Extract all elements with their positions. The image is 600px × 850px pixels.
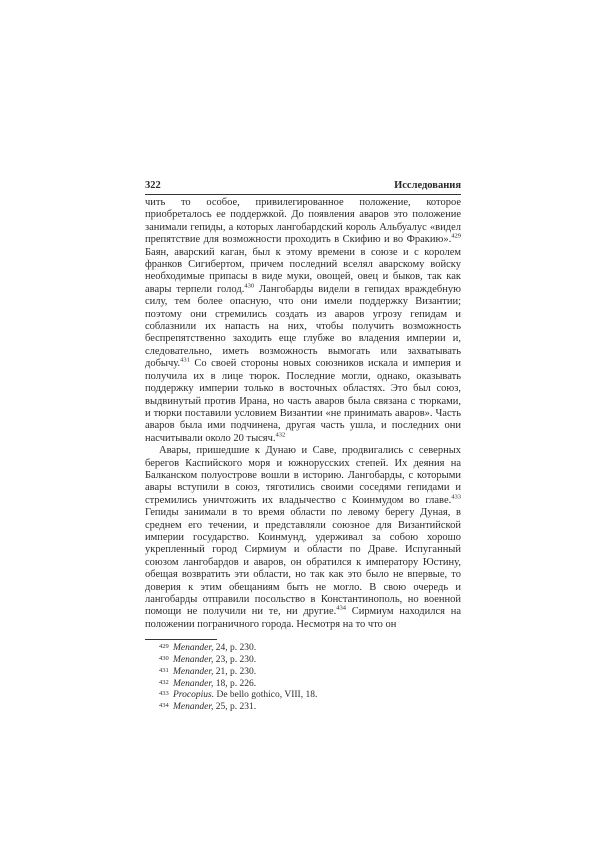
book-page [145,180,461,714]
footnote-number: 429 [159,643,169,651]
footnote [145,643,461,655]
footnote-reference: De bello gothico, VIII, 18. [214,690,318,701]
page-header [145,180,461,195]
footnote-number: 432 [159,678,169,686]
footnote-reference: 24, p. 230. [213,643,257,654]
footnote-number: 433 [159,690,169,698]
footnote [145,690,461,702]
paragraph-2-text-a: Авары, пришедшие к Дунаю и Саве, продвигались с северных берегов Каспийского моря и южнорусских степей. Их деяния на Балканском полуострове вошли в историю. Лангобарды, с которыми авары вступили в союз, тяготились своими соседями гепидами и стремились уничтожить их владычество с Коинмудом во главе. [145,445,461,506]
footnote [145,679,461,691]
footnote [145,702,461,714]
footnote-reference: 25, p. 231. [213,702,257,713]
paragraph-1 [145,197,461,445]
footnote-author: Procopius. [173,690,215,701]
footnote-ref: 432 [275,431,286,439]
footnote-ref: 434 [336,604,346,612]
footnote-ref: 431 [180,356,190,364]
paragraph-2-text-c: Сирмиум находился на положении пограничного города. Несмотря на то что он [145,606,462,630]
paragraph-2 [145,445,461,631]
footnote [145,655,461,667]
footnote-ref: 430 [244,282,255,290]
footnote-ref: 429 [451,232,461,240]
footnote-reference: 23, p. 230. [213,655,257,666]
footnote-author: Menander, [173,666,214,677]
page-number: 322 [145,180,161,191]
footnote-author: Menander, [173,643,214,654]
paragraph-1-text-a: чить то особое, привилегированное положение, которое приобреталось ее поддержкой. До появления аваров это положение занимали гепиды, а которых лангобардский король Альбуалус «видел препятствие для возможности проходить в Скифию и во Фракию». [145,197,461,246]
paragraph-2-text-b: Гепиды занимали в то время области по левому берегу Дуная, в среднем его течении, и представляли союзное для Византийской империи государство. Коинмунд, удерживал за собою хорошо укрепленный город Сирмиум и области по Драве. Испуганный союзом лангобардов и аваров, он обратился к императору Юстину, обещая возвратить эти области, но так как это было не впервые, то доверия к этим обещаниям быть не могло. В свою очередь и лангобарды отправили посольство в Константинополь, но военной помощи не получили ни те, ни другие. [145,507,461,618]
footnote-author: Menander, [173,655,214,666]
paragraph-1-text-c: Лангобарды видели в гепидах враждебную силу, тем более опасную, что они имели поддержку Византии; поэтому они стремились создать из аваров угрозу гепидам и соблазнили их напасть на них, чтобы получить возможность беспрепятственно заходить еще глубже во владения империи и, следовательно, иметь возможность вымогать или захватывать добычу. [145,283,461,370]
body-text [145,197,461,631]
footnote-reference: 21, p. 230. [213,666,257,677]
running-title: Исследования [394,180,461,191]
footnote-author: Menander, [173,702,214,713]
footnote-number: 434 [159,702,169,710]
paragraph-1-text-d: Со своей стороны новых союзников искала и империя и получила их в лице тюрок. Последние могли, однако, оказывать поддержку империи только в восточных областях. Это был союз, выдвинутый против Ирана, но часть аваров была связана с тюрками, и тюрки поставили условием Византии «не принимать аваров». Часть аваров была ими подчинена, другая часть ушла, и последних они насчитывали около 20 тысяч. [145,358,461,444]
footnote-ref: 433 [451,493,461,501]
footnotes [145,643,461,714]
footnote-author: Menander, [173,678,214,689]
footnote [145,667,461,679]
footnote-reference: 18, p. 226. [213,678,257,689]
footnote-divider [145,639,217,640]
footnote-number: 431 [159,666,169,674]
paragraph-1-text-b: Баян, аварский каган, был к этому времени в союзе и с королем франков Сигибертом, причем последний вселял аварскому войску необходимые припасы в виде муки, овощей, овец и быков, так как авары терпели голод. [145,246,461,295]
footnote-number: 430 [159,655,169,663]
